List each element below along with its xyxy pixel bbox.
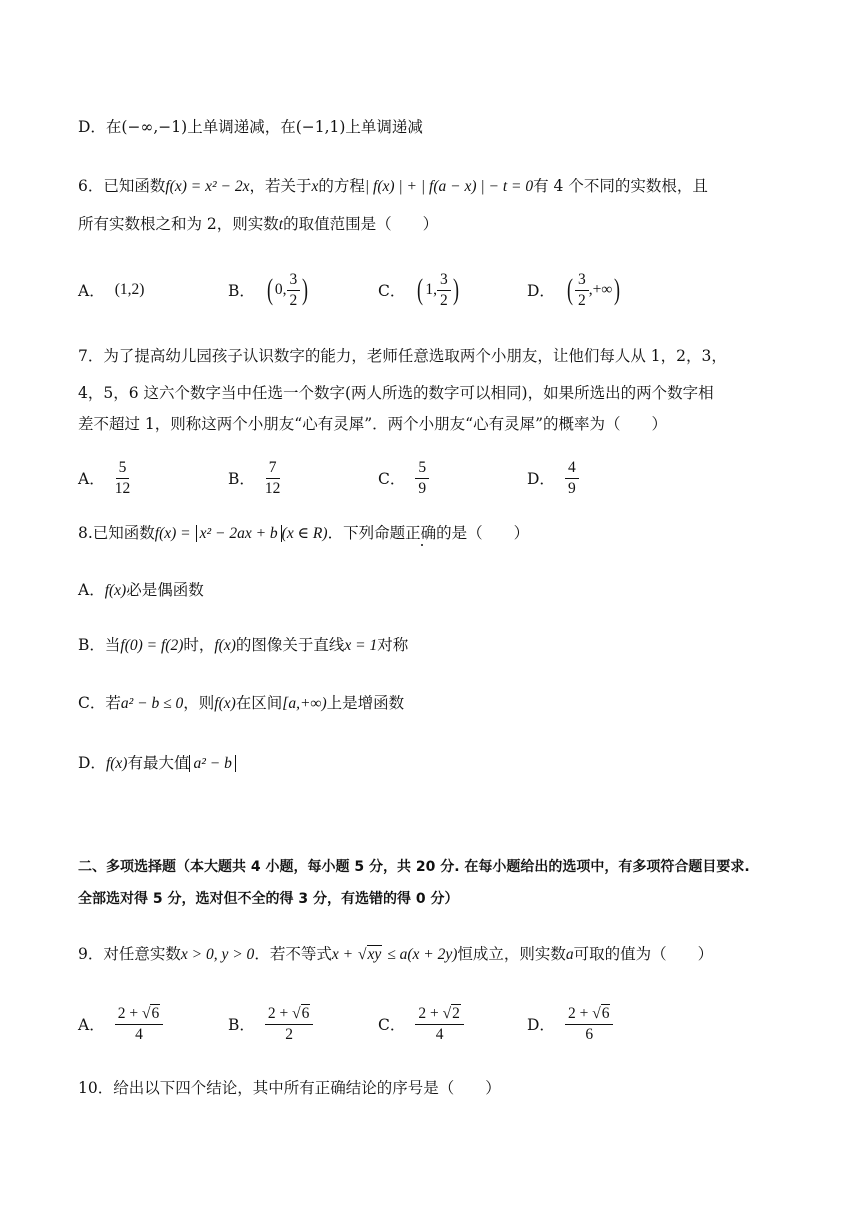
q8-option-c [78, 692, 404, 715]
q8-option-c-f: f(x) [214, 695, 236, 712]
section2-heading-line2: 全部选对得 5 分，选对但不全的得 3 分，有选错的得 0 分） [78, 891, 459, 907]
q8-text-b: ．下列命题 [327, 524, 406, 542]
q7-option-label: D． [527, 470, 555, 488]
q7-option-d [527, 458, 579, 498]
q8-option-d-f: f(x) [105, 755, 128, 772]
q6-option-c-fraction: $\frac{3}{2}$ [437, 271, 451, 310]
q8-option-c-end: 上是增函数 [326, 694, 405, 712]
q9-text-c: 恒成立，则实数 [457, 945, 566, 963]
q9-ineq-left: x + [331, 946, 354, 963]
q6-text-c: 的方程 [318, 177, 365, 195]
q8-option-d-label: D． [78, 754, 106, 772]
q6-option-d [527, 270, 622, 310]
q8-option-d [78, 752, 236, 775]
q9-option-b [228, 1002, 313, 1046]
q8-option-d-value: a² − b [189, 755, 235, 772]
q9-condition: x > 0, y > 0 [180, 946, 255, 963]
q7-option-label: C． [378, 470, 406, 488]
q6-stem-line2 [78, 213, 438, 236]
q6-option-d-fraction: $\frac{3}{2}$ [575, 271, 589, 310]
q9-text-b: ．若不等式 [254, 945, 332, 963]
q9-option-d [527, 1002, 613, 1046]
q8-option-b-mid: 时， [183, 636, 215, 654]
q9-stem [78, 943, 713, 966]
q9-option-label: D． [527, 1016, 555, 1034]
q9-option-c [378, 1002, 464, 1046]
q6-option-c-rparen: ) [452, 273, 459, 306]
section2-heading-line1: 二、多项选择题（本大题共 4 小题，每小题 5 分，共 20 分. 在每小题给出的选项中，有多项符合题目要求. [78, 859, 750, 875]
q9-option-label: A． [78, 1016, 105, 1034]
q9-option-fraction: $\frac{2 + √6}{6}$ [565, 1005, 614, 1044]
q8-option-c-mid: ，则 [183, 694, 215, 712]
q8-option-c-cond: a² − b ≤ 0 [120, 695, 184, 712]
q6-option-b-lparen: ( [266, 273, 273, 306]
q9-option-a [78, 1002, 163, 1046]
q7-option-label: B． [228, 470, 255, 488]
q6-equation: | f(x) | + | f(a − x) | − t = 0 [364, 178, 534, 195]
q6-text-d: 有 4 个不同的实数根，且 [533, 177, 708, 195]
q8-option-a-label: A． [78, 581, 105, 599]
q9-option-fraction: $\frac{2 + √2}{4}$ [415, 1005, 464, 1044]
q8-option-d-text: 有最大值 [127, 754, 190, 772]
q7-stem-line1: 7．为了提高幼儿园孩子认识数字的能力，老师任意选取两个小朋友，让他们每人从 1，2，3， [78, 347, 727, 365]
q6-text-b: ，若关于 [249, 177, 312, 195]
q6-text-a: 6．已知函数 [78, 177, 166, 195]
q8-option-b-line: x = 1 [344, 637, 378, 654]
q8-text-d: 的是（ ） [436, 524, 530, 542]
q6-var-x: x [311, 178, 319, 195]
q9-option-fraction: $\frac{2 + √6}{4}$ [115, 1005, 164, 1044]
q7-option-fraction: $\frac{5}{12}$ [114, 458, 131, 497]
q8-option-c-interval: [a,+∞) [282, 695, 327, 712]
q8-option-b-f: f(x) [214, 637, 236, 654]
q6-option-d-lparen: ( [566, 273, 573, 306]
q8-option-b-end: 对称 [377, 636, 409, 654]
q9-text-a: 9．对任意实数 [78, 945, 181, 963]
q6-option-d-label: D． [527, 282, 555, 300]
q6-option-c-label: C． [378, 282, 406, 300]
q8-option-b-cond: f(0) = f(2) [120, 637, 184, 654]
q9-ineq-right: ≤ a(x + 2y) [387, 946, 458, 963]
q6-option-b-label: B． [228, 282, 255, 300]
q7-option-fraction: $\frac{7}{12}$ [264, 458, 281, 497]
q10-stem: 10．给出以下四个结论，其中所有正确结论的序号是（ ） [78, 1079, 501, 1097]
q9-option-label: B． [228, 1016, 255, 1034]
q9-var-a: a [565, 946, 574, 963]
q8-abs-expr: x² − 2ax + b [196, 525, 282, 542]
q8-option-b [78, 634, 408, 657]
q8-option-c-label: C．若 [78, 694, 121, 712]
q8-text-emphasis: 正确 [405, 524, 437, 542]
q8-option-a-text: 必是偶函数 [126, 581, 204, 599]
q7-stem-line3: 差不超过 1，则称这两个小朋友“心有灵犀”．两个小朋友“心有灵犀”的概率为（ ） [78, 415, 667, 433]
q6-option-d-rparen: ) [614, 273, 621, 306]
q8-option-a [78, 579, 204, 602]
q8-domain: (x ∈ R) [281, 525, 328, 542]
q6-option-c [378, 270, 461, 310]
q9-option-fraction: $\frac{2 + √6}{2}$ [265, 1005, 314, 1044]
q6-option-c-value: 1, [425, 281, 437, 298]
q6-option-b-fraction: $\frac{3}{2}$ [287, 271, 301, 310]
q8-function: f(x) = [154, 525, 191, 542]
q6-option-a [78, 270, 144, 310]
q6-option-b [228, 270, 310, 310]
q8-option-b-text: 的图像关于直线 [235, 636, 345, 654]
q7-option-label: A． [78, 470, 105, 488]
q7-option-fraction: $\frac{4}{9}$ [565, 459, 579, 498]
q8-option-a-f: f(x) [104, 582, 127, 599]
q6-option-a-value: (1,2) [114, 281, 145, 298]
q8-text-a: 8.已知函数 [78, 524, 155, 542]
q7-option-fraction: $\frac{5}{9}$ [415, 459, 429, 498]
q8-option-c-text: 在区间 [235, 694, 283, 712]
q9-option-label: C． [378, 1016, 406, 1034]
q7-stem-line2: 4，5，6 这六个数字当中任选一个数字(两人所选的数字可以相同)，如果所选出的两个数字相 [78, 384, 714, 402]
q7-option-b [228, 458, 280, 498]
q6-option-b-rparen: ) [302, 273, 309, 306]
q8-option-b-label: B．当 [78, 636, 121, 654]
q6-option-b-value: 0, [274, 281, 287, 298]
q6-function-def: f(x) = x² − 2x [165, 178, 250, 195]
q9-sqrt: √xy [357, 946, 382, 963]
q5-option-d: D．在(−∞,−1)上单调递减，在(−1,1)上单调递减 [78, 118, 423, 136]
q6-option-c-lparen: ( [417, 273, 424, 306]
q6-option-d-value: ,+∞ [588, 281, 613, 298]
q6-line2-end: 的取值范围是（ ） [283, 215, 439, 233]
q7-option-a [78, 458, 130, 498]
q6-option-a-label: A． [78, 282, 105, 300]
q6-var-t: t [278, 216, 284, 233]
q8-stem [78, 522, 529, 545]
q9-text-d: 可取的值为（ ） [573, 945, 714, 963]
q6-line2-text: 所有实数根之和为 2，则实数 [78, 215, 279, 233]
q7-option-c [378, 458, 429, 498]
q6-stem-line1 [78, 175, 708, 198]
